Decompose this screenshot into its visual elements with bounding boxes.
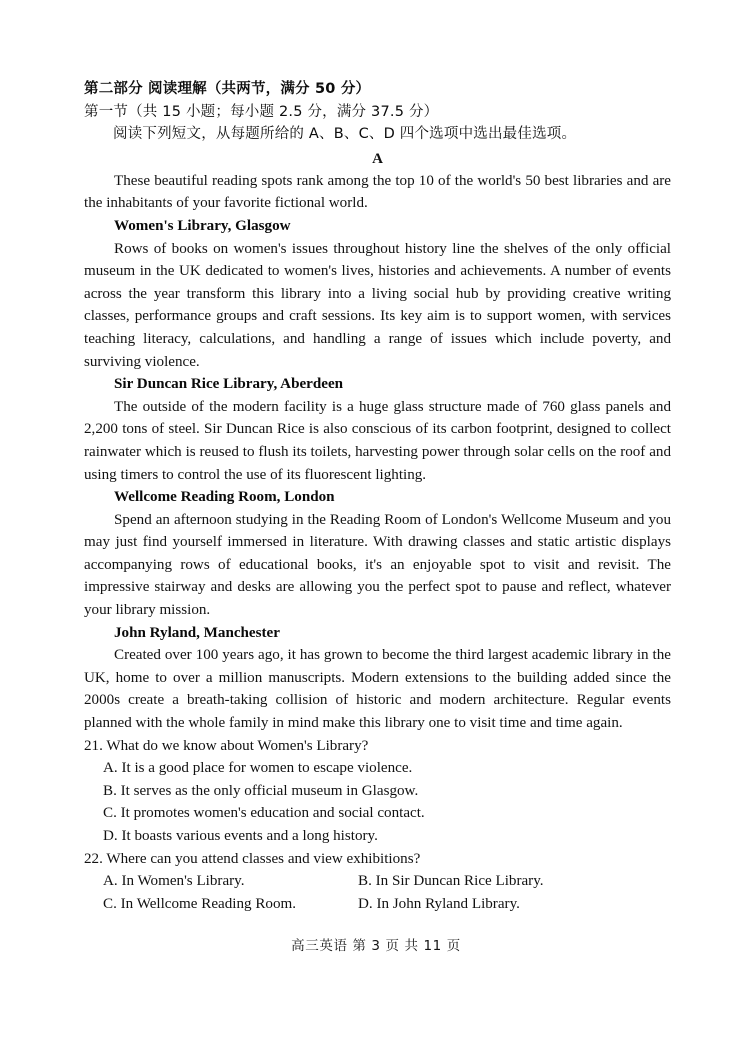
option-b[interactable]: B. It serves as the only official museum in Glasgow. — [103, 782, 419, 799]
option-d[interactable]: D. In John Ryland Library. — [358, 895, 520, 912]
option-c[interactable]: C. It promotes women's education and social contact. — [103, 805, 425, 822]
entry-heading: Women's Library, Glasgow — [114, 217, 291, 234]
entry-heading: Wellcome Reading Room, London — [114, 489, 335, 506]
option-a[interactable]: A. It is a good place for women to escape violence. — [103, 760, 413, 777]
question-stem: 22. Where can you attend classes and view exhibitions? — [84, 850, 421, 867]
entry-body: Spend an afternoon studying in the Reading Room of London's Wellcome Museum and you may just find yourself immersed in literature. With drawing classes and static artistic displays accompanying rows of educational books, it's an enjoyable spot to visit and revisit. The impressive stairway and desks are allowing you the perfect spot to pause and reflect, whatever your library mission. — [84, 511, 671, 619]
question-stem: 21. What do we know about Women's Library? — [84, 737, 369, 754]
question-21 — [84, 735, 671, 848]
page-content — [84, 78, 671, 915]
entry-heading: John Ryland, Manchester — [114, 624, 280, 641]
entry-body: Rows of books on women's issues throughout history line the shelves of the only official museum in the UK dedicated to women's lives, histories and achievements. A number of events across the year transform this library into a living social hub by providing creative writing classes, performance groups and craft sessions. Its key aim is to support women, with services teaching literacy, calculations, and handling a range of issues which include poverty, and surviving violence. — [84, 240, 671, 370]
entry-body: Created over 100 years ago, it has grown to become the third largest academic library in the UK, home to over a million manuscripts. Modern extensions to the building added since the 2000s create a breath-taking collision of historic and modern architecture. Regular events planned with the whole family in mind make this library one to visit time and time again. — [84, 647, 671, 732]
intro-paragraph: These beautiful reading spots rank among the top 10 of the world's 50 best libraries and are the inhabitants of your favorite fictional world. — [84, 172, 671, 212]
instruction-line: 阅读下列短文，从每题所给的 A、B、C、D 四个选项中选出最佳选项。 — [113, 126, 577, 143]
option-row-cd — [84, 893, 671, 916]
option-row-ab — [84, 870, 671, 893]
entry-body: The outside of the modern facility is a huge glass structure made of 760 glass panels and 2,200 tons of steel. Sir Duncan Rice is also conscious of its carbon footprint, designed to collect rainwater which is reused to flush its toilets, harvesting power through solar cells on the roof and using timers to control the use of its fluorescent lighting. — [84, 398, 671, 483]
entry-sir-duncan-rice-library — [84, 373, 671, 486]
section-header: 第二部分 阅读理解（共两节，满分 50 分） — [84, 81, 371, 97]
entry-heading: Sir Duncan Rice Library, Aberdeen — [114, 376, 344, 393]
option-a[interactable]: A. In Women's Library. — [103, 873, 245, 890]
option-b[interactable]: B. In Sir Duncan Rice Library. — [358, 873, 544, 890]
passage-letter: A — [372, 150, 383, 167]
entry-womens-library — [84, 215, 671, 373]
page-footer: 高三英语 第 3 页 共 11 页 — [291, 938, 461, 954]
option-d[interactable]: D. It boasts various events and a long history. — [103, 828, 378, 844]
question-22 — [84, 848, 671, 916]
subsection-header: 第一节（共 15 小题；每小题 2.5 分，满分 37.5 分） — [84, 103, 439, 120]
entry-wellcome-reading-room — [84, 486, 671, 622]
option-c[interactable]: C. In Wellcome Reading Room. — [103, 895, 297, 912]
entry-john-ryland-library — [84, 622, 671, 735]
